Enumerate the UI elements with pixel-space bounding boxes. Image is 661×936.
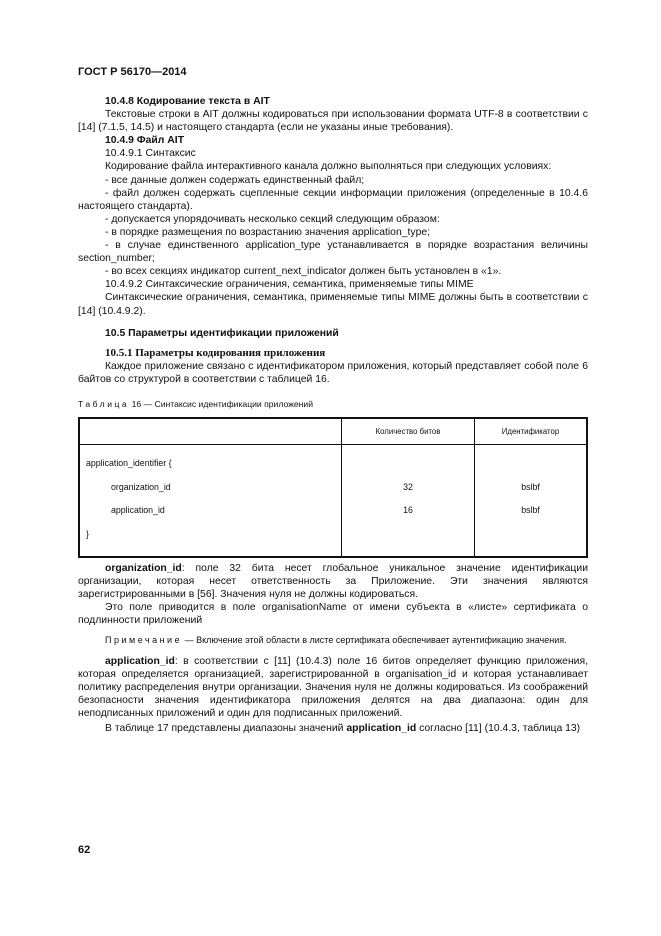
list-item: - в порядке размещения по возрастанию значения application_type; [105, 226, 431, 238]
term: organization_id [105, 563, 182, 574]
identifier-cell [475, 445, 588, 558]
paragraph: Кодирование файла интерактивного канала должно выполняться при следующих условиях: [105, 161, 552, 173]
section-10-4 [78, 95, 588, 318]
heading-10-5: 10.5 Параметры идентификации приложений [105, 328, 339, 339]
bits-value: 16 [403, 505, 413, 515]
list-item: - во всех секциях индикатор current_next_indicator должен быть установлен в «1». [105, 266, 502, 278]
list-item: - в случае единственного application_type устанавливается в порядке возрастания величины section_number; [78, 240, 588, 265]
paragraph-application-id [78, 655, 588, 720]
syntax-cell [79, 445, 342, 558]
subheading-10-4-9-1: 10.4.9.1 Синтаксис [105, 148, 196, 160]
paragraph: Это поле приводится в поле organisationName от имени субъекта в «листе» сертификата о подлинности приложений [78, 602, 588, 627]
term: application_id [346, 723, 417, 735]
paragraph: Текстовые строки в AIT должны кодироваться при использовании формата UTF-8 в соответствии с [14] (7.1.5, 14.5) и настоящего стандарта (если не указаны иные требования). [78, 109, 588, 134]
paragraph-organization-id [78, 562, 588, 601]
text: В таблице 17 представлены диапазоны значений [105, 723, 347, 735]
table-16 [78, 417, 588, 558]
note [78, 634, 588, 647]
table-header-row [79, 418, 587, 445]
table-caption: Таблица 16 — Синтаксис идентификации приложений [78, 399, 314, 409]
identifier-value: bslbf [521, 481, 540, 492]
bits-value: 32 [403, 481, 413, 492]
term: application_id [105, 655, 175, 667]
syntax-line: application_identifier { [86, 458, 172, 468]
heading-10-5-1: 10.5.1 Параметры кодирования приложения [105, 347, 326, 359]
text: : в соответствии с [11] (10.4.3) поле 16 битов определяет функцию приложения, которая определяется организацией, зарегистрированной в organisation_id и которая устанавливает политику распределения внутри организации. Значения нуля не должны кодироваться. Из соображений безопасности значения идентификатора приложения делятся на два диапазона: один для неподписанных приложений и один для подписанных приложений. [78, 655, 588, 719]
list-item: - допускается упорядочивать несколько секций следующим образом: [105, 213, 440, 225]
bits-cell [342, 445, 475, 558]
syntax-line: organization_id [111, 481, 171, 492]
heading-10-4-9: 10.4.9 Файл AIT [105, 135, 185, 147]
text: согласно [11] (10.4.3, таблица 13) [416, 723, 581, 735]
note-label: Примечание [105, 635, 183, 646]
syntax-line: application_id [111, 505, 165, 515]
paragraph-table-17 [78, 722, 588, 735]
heading-10-4-8: 10.4.8 Кодирование текста в AIT [105, 96, 270, 107]
paragraph: Синтаксические ограничения, семантика, применяемые типы MIME должны быть в соответствии с [14] (10.4.9.2). [78, 292, 588, 317]
header-cell: Количество битов [342, 418, 475, 445]
header-cell: Идентификатор [475, 418, 588, 445]
paragraph: Каждое приложение связано с идентификатором приложения, который представляет собой поле 6 байтов со структурой в соответствии с таблицей 16. [78, 361, 588, 386]
text: : поле 32 бита несет глобальное уникальное значение идентификации организации, которая несет ответственность за Приложение. Эти значения являются зарегистрированными в [56]. Значения нуля не должны кодироваться. [78, 563, 588, 601]
page-number: 62 [78, 844, 91, 856]
field-descriptions [78, 562, 588, 735]
list-item: - все данные должен содержать единственный файл; [105, 174, 365, 186]
identifier-value: bslbf [521, 505, 540, 515]
table-body-row [79, 445, 587, 558]
syntax-line: } [86, 528, 89, 539]
list-item: - файл должен содержать сцепленные секции информации приложения (определенные в 10.4.6 настоящего стандарта). [78, 187, 588, 212]
note-text: — Включение этой области в листе сертификата обеспечивает аутентификацию значения. [182, 635, 567, 646]
subheading-10-4-9-2: 10.4.9.2 Синтаксические ограничения, семантика, применяемые типы MIME [105, 279, 474, 291]
header-cell [79, 418, 342, 445]
document-header: ГОСТ Р 56170—2014 [78, 66, 187, 78]
